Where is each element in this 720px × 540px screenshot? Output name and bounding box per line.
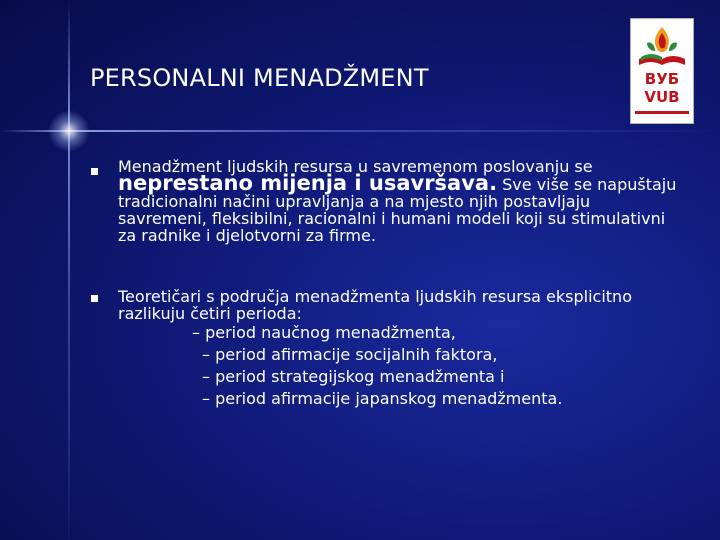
decorative-star-glow <box>48 110 90 152</box>
period-list-item: – period naučnog menadžmenta, <box>192 323 456 342</box>
bullet-1-text <box>118 158 678 244</box>
decorative-horizontal-line <box>0 130 720 132</box>
period-list-item: – period strategijskog menadžmenta i <box>202 367 505 386</box>
decorative-vertical-line <box>68 0 70 540</box>
period-list-item: – period afirmacije socijalnih faktora, <box>202 345 498 364</box>
bullet-1-rest: Sve više se napuštaju tradicionalni načini upravljanja a na mjesto njih postavljaju savremeni, fleksibilni, racionalni i humani modeli koji su stimulativni za radnike i djelotvorni za firme. <box>118 175 677 245</box>
bullet-2-intro: Teoretičari s područja menadžmenta ljudskih resursa eksplicitno razlikuju četiri perioda: <box>118 287 632 323</box>
logo-text-latin: VUB <box>644 88 680 106</box>
bullet-1-intro: Menadžment ljudskih resursa u savremenom poslovanju se <box>118 157 593 176</box>
bullet-2-text <box>118 288 678 410</box>
period-list-item: – period afirmacije japanskog menadžmenta. <box>202 389 563 408</box>
page-title: PERSONALNI MENADŽMENT <box>90 64 429 92</box>
period-list <box>118 322 678 410</box>
bullet-square-icon <box>91 295 98 302</box>
vub-logo <box>630 18 694 124</box>
logo-text-cyrillic: ВУБ <box>644 70 680 88</box>
bullet-square-icon <box>91 168 98 175</box>
bullet-1-emphasis: neprestano mijenja i usavršava. <box>118 171 498 195</box>
